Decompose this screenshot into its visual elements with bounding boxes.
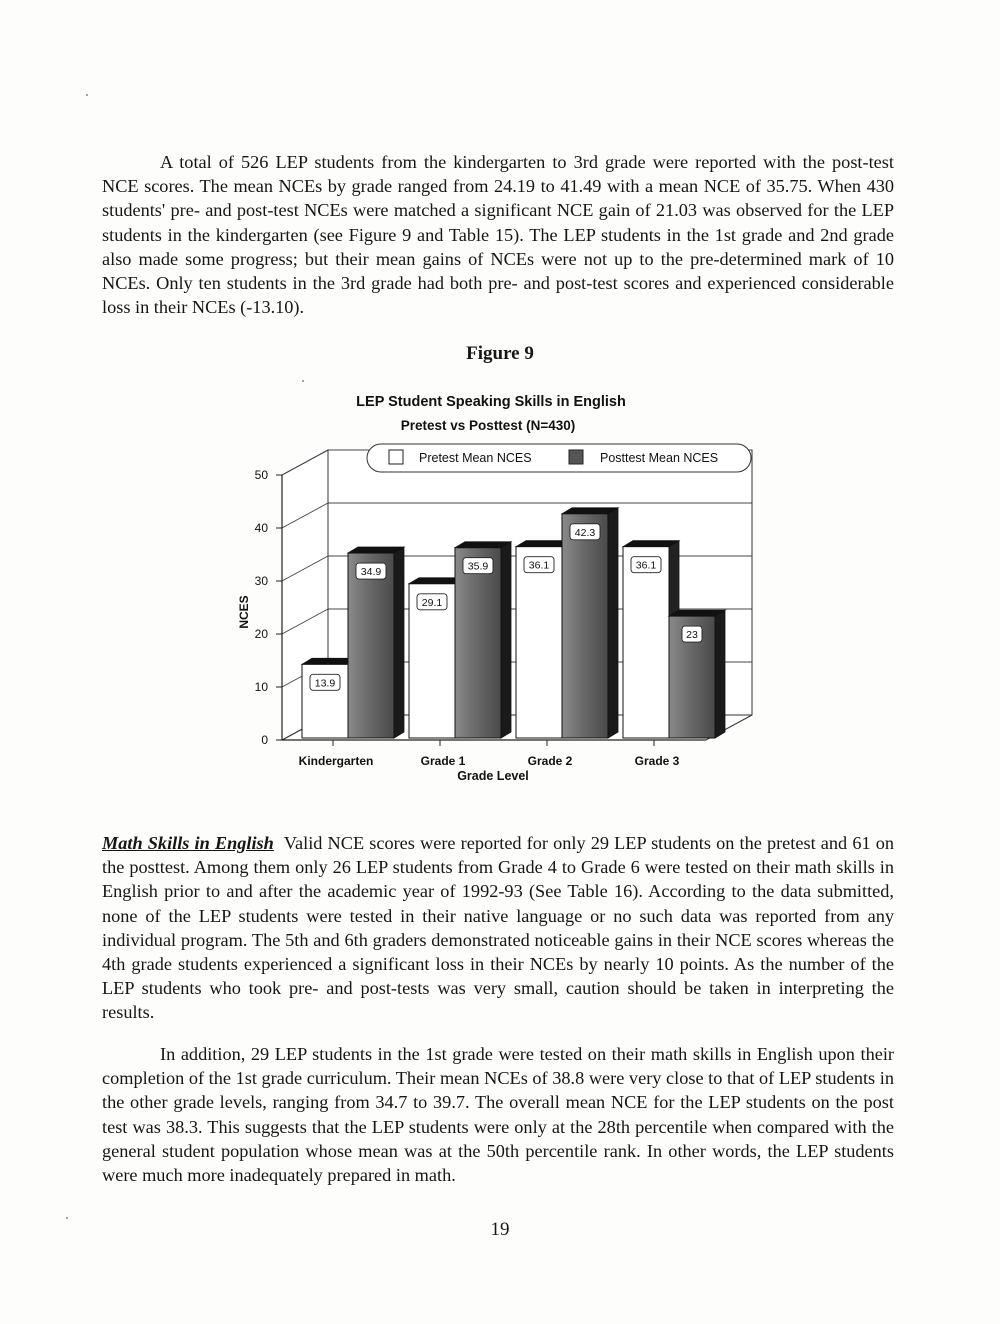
y-tick-label: 50 — [254, 468, 268, 482]
chart-subtitle: Pretest vs Posttest (N=430) — [400, 418, 576, 433]
data-label: 35.9 — [467, 560, 489, 573]
x-tick-label: Kindergarten — [298, 754, 374, 768]
paragraph-additional: In addition, 29 LEP students in the 1st grade were tested on their math skills in English upon their completion of the 1st grade curriculum. Their mean NCEs of 38.8 were very close to that of LEP students in the other grade levels, ranging from 34.7 to 39.7. The overall mean NCE for the LEP students on the post test was 38.3. This suggests that the LEP students were only at the 28th percentile when compared with the general student population whose mean was at the 50th percentile rank. In other words, the LEP students were much more inadequately prepared in math. — [102, 1044, 894, 1186]
x-axis-title: Grade Level — [457, 769, 529, 783]
figure-caption: Figure 9 — [466, 343, 534, 364]
bar-pretest — [516, 547, 562, 738]
data-label: 36.1 — [528, 559, 550, 572]
data-label: 34.9 — [360, 566, 382, 579]
legend-label-pretest: Pretest Mean NCES — [419, 451, 532, 465]
y-tick-label: 40 — [254, 521, 268, 535]
bar-top — [348, 547, 404, 553]
y-axis-title: NCES — [237, 595, 251, 629]
y-tick-label: 30 — [254, 574, 268, 588]
data-label: 42.3 — [574, 526, 596, 539]
data-label: 23 — [686, 629, 698, 642]
x-tick-label: Grade 3 — [634, 754, 680, 768]
section-heading: Math Skills in English — [102, 833, 274, 853]
paragraph-intro: A total of 526 LEP students from the kindergarten to 3rd grade were reported with the post-test NCE scores. The mean NCEs by grade ranged from 24.19 to 41.49 with a mean NCE of 35.75. When 430 students' pre- and post-test NCEs were matched a significant NCE gain of 21.03 was observed for the LEP students in the kindergarten (see Figure 9 and Table 15). The LEP students in the 1st grade and 2nd grade also made some progress; but their mean gains of NCEs were not up to the pre-determined mark of 10 NCEs. Only ten students in the 3rd grade had both pre- and post-test scores and experienced considerable loss in their NCEs (-13.10). — [102, 152, 894, 318]
bar-pretest — [623, 547, 669, 738]
scan-speck — [302, 380, 304, 382]
bar-posttest — [562, 514, 608, 738]
bar-side — [608, 508, 618, 738]
scan-speck — [86, 94, 88, 96]
x-tick-label: Grade 2 — [527, 754, 573, 768]
chart-title: LEP Student Speaking Skills in English — [356, 394, 626, 410]
data-label: 29.1 — [421, 596, 443, 609]
legend-label-posttest: Posttest Mean NCES — [600, 451, 719, 465]
y-tick-label: 0 — [261, 733, 268, 747]
scan-speck — [66, 1217, 68, 1219]
x-tick-label: Grade 1 — [420, 754, 466, 768]
bar-posttest — [348, 553, 394, 738]
bar-chart — [0, 380, 1000, 800]
paragraph-math-skills-text: Valid NCE scores were reported for only 29 LEP students on the pretest and 61 on the posttest. Among them only 26 LEP students from Grade 4 to Grade 6 were tested on their math skills in English prior to and after the academic year of 1992-93 (See Table 16). According to the data submitted, none of the LEP students were tested in their native language or no such data was reported from any individual program. The 5th and 6th graders demonstrated noticeable gains in their NCE scores whereas the 4th grade students experienced a significant loss in their NCEs by nearly 10 points. As the number of the LEP students who took pre- and post-tests was very small, caution should be taken in interpreting the results. — [102, 833, 894, 1023]
bar-side — [394, 547, 404, 738]
legend-swatch-posttest — [569, 450, 583, 464]
bar-top — [455, 542, 511, 548]
bar-top — [562, 508, 618, 514]
bar-side — [715, 610, 725, 738]
data-label: 13.9 — [314, 677, 336, 690]
data-label: 36.1 — [635, 559, 657, 572]
bar-side — [501, 542, 511, 738]
bar-top — [669, 610, 725, 616]
y-tick-label: 20 — [254, 627, 268, 641]
paragraph-math-skills — [102, 831, 894, 1025]
page-number: 19 — [490, 1219, 510, 1240]
bar-posttest — [455, 548, 501, 738]
legend-swatch-pretest — [389, 450, 403, 464]
bar-top — [623, 541, 679, 547]
y-tick-label: 10 — [254, 680, 268, 694]
